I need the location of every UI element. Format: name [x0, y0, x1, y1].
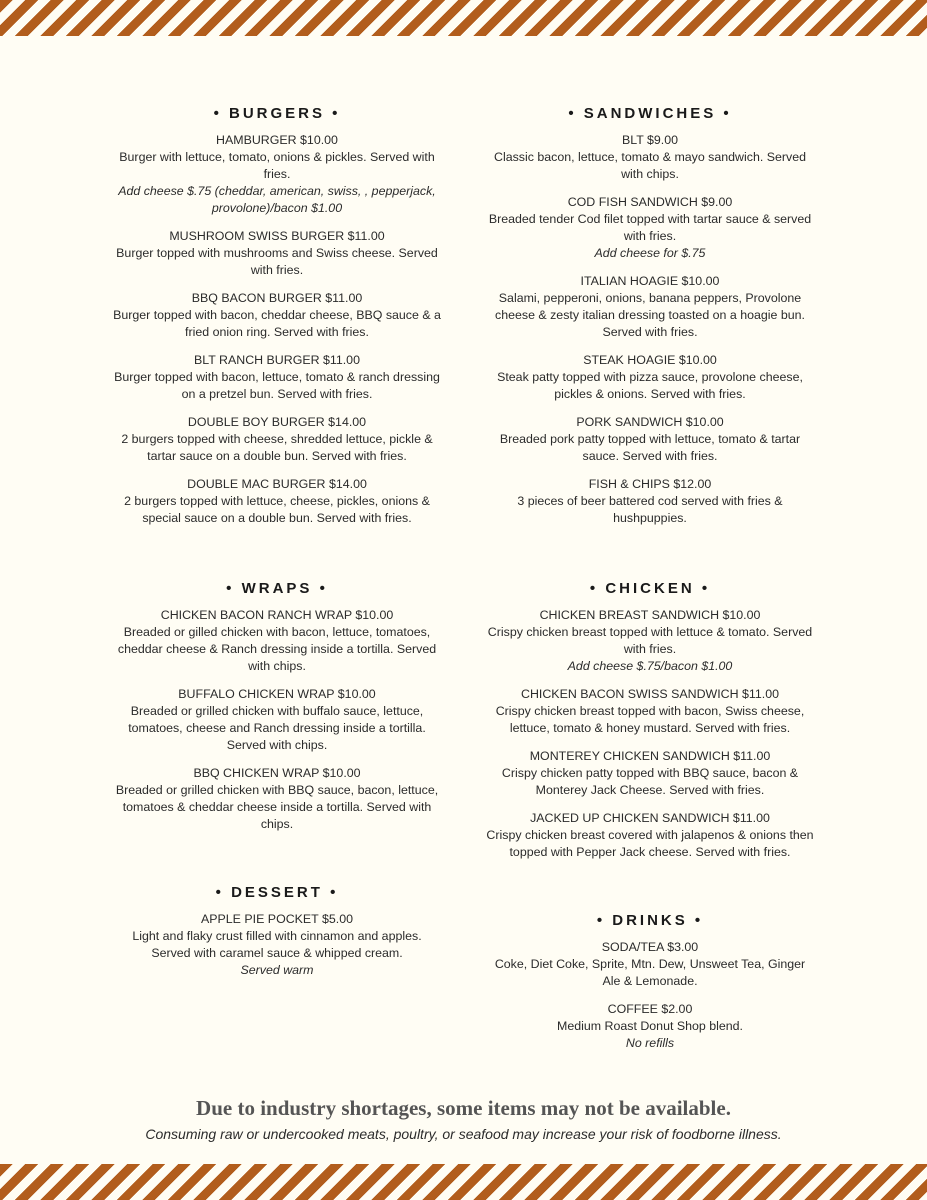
menu-item — [112, 414, 442, 465]
menu-item-description: Light and flaky crust filled with cinnamon and apples. Served with caramel sauce & whipped cream. — [132, 929, 422, 960]
menu-item — [485, 607, 815, 675]
menu-item — [485, 939, 815, 990]
menu-item-description: Coke, Diet Coke, Sprite, Mtn. Dew, Unsweet Tea, Ginger Ale & Lemonade. — [494, 957, 806, 988]
menu-item-name: BLT RANCH BURGER $11.00 — [194, 353, 360, 367]
menu-item-description: Burger topped with mushrooms and Swiss cheese. Served with fries. — [116, 246, 438, 277]
section-sandwiches — [485, 105, 815, 538]
menu-item — [485, 194, 815, 262]
menu-item — [485, 1001, 815, 1052]
menu-item-description: Salami, pepperoni, onions, banana peppers, Provolone cheese & zesty italian dressing toasted on a hoagie bun. Served with fries. — [495, 291, 805, 339]
menu-item-description: Burger with lettuce, tomato, onions & pickles. Served with fries. — [119, 150, 435, 181]
section-title-burgers: • BURGERS • — [213, 105, 341, 122]
menu-item-name: HAMBURGER $10.00 — [216, 133, 338, 147]
menu-item-name: STEAK HOAGIE $10.00 — [583, 353, 717, 367]
section-wraps — [112, 580, 442, 844]
menu-item-description: Crispy chicken breast topped with bacon, Swiss cheese, lettuce, tomato & honey mustard. Served with fries. — [495, 704, 805, 735]
menu-item-name: BBQ CHICKEN WRAP $10.00 — [193, 766, 361, 780]
menu-item-description: Burger topped with bacon, cheddar cheese, BBQ sauce & a fried onion ring. Served with fries. — [113, 308, 441, 339]
section-title-wraps: • WRAPS • — [226, 580, 328, 597]
menu-item-description: 2 burgers topped with lettuce, cheese, pickles, onions & special sauce on a double bun. Served with fries. — [124, 494, 430, 525]
menu-item-description: 3 pieces of beer battered cod served with fries & hushpuppies. — [517, 494, 783, 525]
menu-item — [485, 686, 815, 737]
menu-item — [112, 228, 442, 279]
menu-item-description: Crispy chicken breast topped with lettuce & tomato. Served with fries. — [487, 625, 813, 656]
menu-item-description: Medium Roast Donut Shop blend. — [557, 1019, 743, 1033]
menu-item-description: Crispy chicken patty topped with BBQ sauce, bacon & Monterey Jack Cheese. Served with fries. — [501, 766, 799, 797]
menu-item — [485, 476, 815, 527]
menu-item-name: COD FISH SANDWICH $9.00 — [567, 195, 733, 209]
menu-item-name: CHICKEN BREAST SANDWICH $10.00 — [539, 608, 761, 622]
menu-item — [485, 810, 815, 861]
menu-item — [112, 132, 442, 217]
menu-item-note: No refills — [625, 1036, 675, 1050]
menu-item-description: Breaded tender Cod filet topped with tartar sauce & served with fries. — [488, 212, 812, 243]
menu-item — [112, 911, 442, 979]
menu-item-description: Breaded pork patty topped with lettuce, tomato & tartar sauce. Served with fries. — [499, 432, 801, 463]
menu-item-name: MONTEREY CHICKEN SANDWICH $11.00 — [529, 749, 771, 763]
menu-item-name: CHICKEN BACON SWISS SANDWICH $11.00 — [521, 687, 779, 701]
menu-item-note: Add cheese for $.75 — [594, 246, 706, 260]
menu-item-description: Classic bacon, lettuce, tomato & mayo sandwich. Served with chips. — [494, 150, 806, 181]
menu-item-name: APPLE PIE POCKET $5.00 — [201, 912, 353, 926]
food-safety-warning: Consuming raw or undercooked meats, poultry, or seafood may increase your risk of foodborne illness. — [145, 1126, 782, 1142]
menu-item-note: Add cheese $.75 (cheddar, american, swiss, , pepperjack, provolone)/bacon $1.00 — [118, 184, 436, 215]
menu-item-description: Breaded or grilled chicken with BBQ sauce, bacon, lettuce, tomatoes & cheddar cheese inside a tortilla. Served with chips. — [115, 783, 439, 831]
menu-item-name: ITALIAN HOAGIE $10.00 — [580, 274, 720, 288]
menu-item-description: Breaded or gilled chicken with bacon, lettuce, tomatoes, cheddar cheese & Ranch dressing inside a tortilla. Served with chips. — [117, 625, 437, 673]
menu-item-note: Served warm — [240, 963, 314, 977]
availability-notice: Due to industry shortages, some items may not be available. — [196, 1096, 731, 1120]
menu-item — [112, 352, 442, 403]
bottom-stripe-border — [0, 1164, 927, 1200]
menu-item — [485, 273, 815, 341]
section-burgers — [112, 105, 442, 538]
section-dessert — [112, 884, 442, 990]
menu-item-name: CHICKEN BACON RANCH WRAP $10.00 — [160, 608, 394, 622]
menu-item-name: DOUBLE BOY BURGER $14.00 — [187, 415, 367, 429]
menu-item-description: Breaded or grilled chicken with buffalo sauce, lettuce, tomatoes, cheese and Ranch dressing inside a tortilla. Served with chips. — [128, 704, 426, 752]
menu-item-name: COFFEE $2.00 — [607, 1002, 693, 1016]
menu-item — [485, 352, 815, 403]
section-drinks — [485, 912, 815, 1063]
menu-item-name: BUFFALO CHICKEN WRAP $10.00 — [178, 687, 376, 701]
menu-item-name: BBQ BACON BURGER $11.00 — [191, 291, 363, 305]
menu-item-name: MUSHROOM SWISS BURGER $11.00 — [169, 229, 385, 243]
section-title-dessert: • DESSERT • — [215, 884, 339, 901]
menu-item-note: Add cheese $.75/bacon $1.00 — [567, 659, 733, 673]
menu-item — [485, 414, 815, 465]
menu-item — [112, 765, 442, 833]
section-title-drinks: • DRINKS • — [596, 912, 704, 929]
menu-item-name: BLT $9.00 — [621, 133, 679, 147]
section-chicken — [485, 580, 815, 872]
menu-item — [112, 290, 442, 341]
menu-item — [112, 476, 442, 527]
section-title-chicken: • CHICKEN • — [589, 580, 711, 597]
top-stripe-border — [0, 0, 927, 36]
menu-item-name: DOUBLE MAC BURGER $14.00 — [187, 477, 367, 491]
menu-item-name: JACKED UP CHICKEN SANDWICH $11.00 — [530, 811, 770, 825]
menu-item — [485, 748, 815, 799]
menu-item-description: Burger topped with bacon, lettuce, tomato & ranch dressing on a pretzel bun. Served with fries. — [114, 370, 440, 401]
menu-item — [112, 686, 442, 754]
menu-item-description: Crispy chicken breast covered with jalapenos & onions then topped with Pepper Jack cheese. Served with fries. — [486, 828, 814, 859]
menu-item-description: 2 burgers topped with cheese, shredded lettuce, pickle & tartar sauce on a double bun. Served with fries. — [121, 432, 433, 463]
menu-item-name: PORK SANDWICH $10.00 — [576, 415, 724, 429]
menu-item — [112, 607, 442, 675]
menu-item-name: FISH & CHIPS $12.00 — [588, 477, 712, 491]
menu-item-description: Steak patty topped with pizza sauce, provolone cheese, pickles & onions. Served with fries. — [497, 370, 803, 401]
menu-item-name: SODA/TEA $3.00 — [601, 940, 699, 954]
section-title-sandwiches: • SANDWICHES • — [568, 105, 732, 122]
menu-item — [485, 132, 815, 183]
